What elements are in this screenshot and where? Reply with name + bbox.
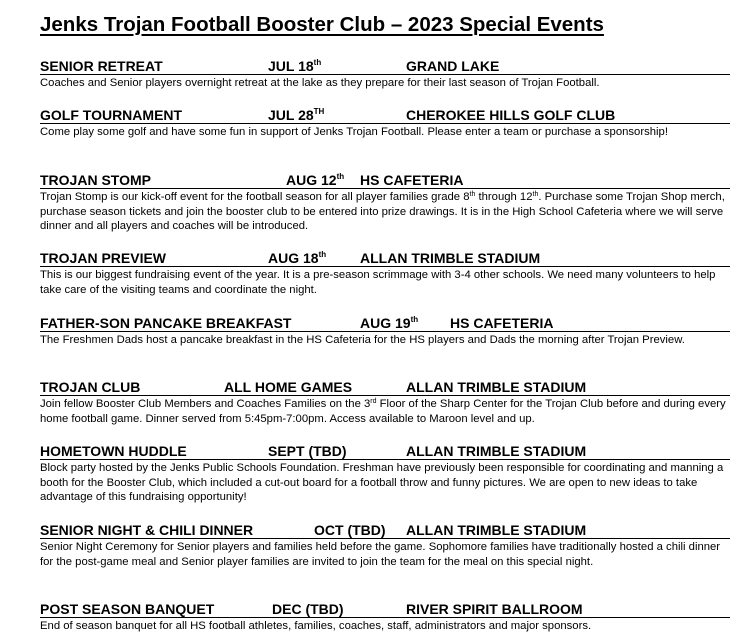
event-date — [268, 58, 321, 74]
event-date-main: AUG 19 — [360, 315, 411, 331]
event-heading — [40, 107, 730, 124]
event-location: ALLAN TRIMBLE STADIUM — [406, 379, 587, 395]
event-location: ALLAN TRIMBLE STADIUM — [406, 522, 587, 538]
event-heading — [40, 443, 730, 460]
event-location: ALLAN TRIMBLE STADIUM — [406, 443, 587, 459]
event-description — [40, 268, 730, 297]
event-name: FATHER-SON PANCAKE BREAKFAST — [40, 315, 292, 331]
event-heading — [40, 379, 730, 396]
event-date-main: AUG 18 — [268, 250, 319, 266]
event-date-suffix: th — [410, 315, 419, 324]
event-heading — [40, 601, 730, 618]
event-date-main: OCT (TBD) — [314, 522, 386, 538]
event-heading — [40, 522, 730, 539]
event-name: POST SEASON BANQUET — [40, 601, 215, 617]
event-name: TROJAN CLUB — [40, 379, 141, 395]
event-date-main: DEC (TBD) — [272, 601, 344, 617]
event-date-main: SEPT (TBD) — [268, 443, 347, 459]
event-date — [268, 443, 347, 459]
event-heading — [40, 315, 730, 332]
event-date-main: JUL 18 — [268, 58, 314, 74]
event-description — [40, 540, 730, 569]
event-name: SENIOR NIGHT & CHILI DINNER — [40, 522, 254, 538]
event-name: TROJAN STOMP — [40, 172, 151, 188]
event-date — [268, 107, 324, 123]
event-description — [40, 333, 730, 348]
event-date-suffix: th — [318, 250, 327, 259]
event-heading — [40, 250, 730, 267]
event-date-main: AUG 12 — [286, 172, 337, 188]
event-location: HS CAFETERIA — [360, 172, 464, 188]
event-description — [40, 619, 730, 634]
event-name: GOLF TOURNAMENT — [40, 107, 183, 123]
event-location: GRAND LAKE — [406, 58, 500, 74]
event-date-suffix: th — [336, 172, 345, 181]
event-block — [40, 522, 730, 569]
event-date-main: ALL HOME GAMES — [224, 379, 353, 395]
event-block — [40, 58, 730, 91]
event-block — [40, 379, 730, 426]
event-heading — [40, 172, 730, 189]
event-date — [272, 601, 344, 617]
event-date-suffix: th — [313, 58, 322, 67]
event-name: SENIOR RETREAT — [40, 58, 163, 74]
ordinal-suffix: th — [532, 191, 539, 198]
event-block — [40, 107, 730, 140]
description-text: . Purchase some Trojan Shop merch, purchase season tickets and join the booster club to be entered into prize drawings. It is in the High School Cafeteria where we will serve dinner and all players and coaches will be introduced. — [40, 191, 725, 232]
event-description — [40, 397, 730, 426]
event-date — [224, 379, 352, 395]
event-block — [40, 315, 730, 348]
event-location: RIVER SPIRIT BALLROOM — [406, 601, 583, 617]
event-block — [40, 601, 730, 634]
description-text: Trojan Stomp is our kick-off event for the football season for all player families grade 8 — [40, 191, 470, 203]
ordinal-suffix: rd — [370, 398, 377, 405]
event-location: HS CAFETERIA — [450, 315, 554, 331]
event-block — [40, 443, 730, 505]
event-description — [40, 125, 730, 140]
description-text: End of season banquet for all HS football athletes, families, coaches, staff, administrators and major sponsors. — [40, 620, 592, 632]
event-date — [360, 315, 418, 331]
event-date — [314, 522, 386, 538]
event-date — [268, 250, 326, 266]
event-date-main: JUL 28 — [268, 107, 314, 123]
event-block — [40, 172, 730, 234]
page-title: Jenks Trojan Football Booster Club – 2023 Special Events — [40, 13, 604, 36]
event-name: HOMETOWN HUDDLE — [40, 443, 187, 459]
description-text: Join fellow Booster Club Members and Coaches Families on the 3 — [40, 398, 371, 410]
description-text: Come play some golf and have some fun in support of Jenks Trojan Football. Please enter a team or purchase a sponsorship! — [40, 126, 668, 138]
event-location: ALLAN TRIMBLE STADIUM — [360, 250, 541, 266]
event-description — [40, 461, 730, 505]
description-text: Senior Night Ceremony for Senior players and families held before the game. Sophomore families have traditionally hosted a chili dinner for the post-game meal and Senior player families are invited to join the team for the meal on this special night. — [40, 541, 721, 568]
event-name: TROJAN PREVIEW — [40, 250, 167, 266]
event-description — [40, 76, 730, 91]
description-text: This is our biggest fundraising event of the year. It is a pre-season scrimmage with 3-4 other schools. We need many volunteers to help take care of the visiting teams and coordinate the night. — [40, 269, 716, 296]
description-text: Floor of the Sharp Center for the Trojan Club before and during every home football game. Dinner served from 5:45pm-7:00pm. Access available to Maroon level and up. — [40, 398, 726, 425]
description-text: through 12 — [475, 191, 533, 203]
event-heading — [40, 58, 730, 75]
description-text: The Freshmen Dads host a pancake breakfast in the HS Cafeteria for the HS players and Dads the morning after Trojan Preview. — [40, 334, 685, 346]
event-description — [40, 190, 730, 234]
description-text: Coaches and Senior players overnight retreat at the lake as they prepare for their last season of Trojan Football. — [40, 77, 600, 89]
event-location: CHEROKEE HILLS GOLF CLUB — [406, 107, 616, 123]
event-block — [40, 250, 730, 297]
event-date — [286, 172, 344, 188]
ordinal-suffix: th — [469, 191, 476, 198]
event-date-suffix: TH — [313, 107, 325, 116]
description-text: Block party hosted by the Jenks Public Schools Foundation. Freshman have previously been responsible for coordinating and manning a booth for the Booster Club, which included a cut-out board for a football throw and funny pictures. We are open to new ideas to take advantage of this fundraising opportunity! — [40, 462, 724, 503]
